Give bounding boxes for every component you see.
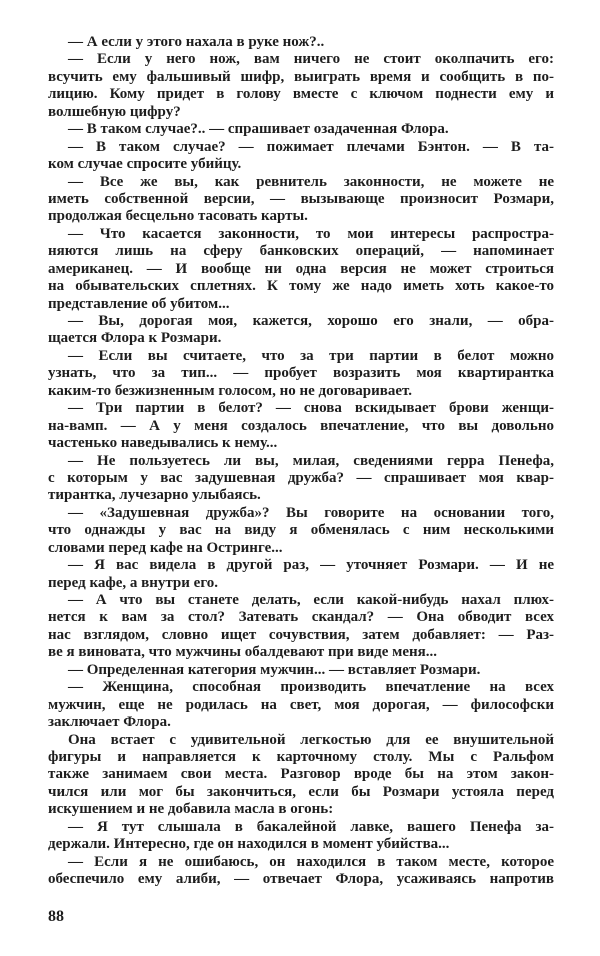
text-line: — Определенная категория мужчин... — вставляет Розмари. [68, 661, 481, 678]
text-line: — А что вы станете делать, если какой-нибудь нахал плюх- [68, 592, 554, 608]
text-line: с которым у вас задушевная дружба? — спрашивает моя квар- [48, 469, 554, 486]
text-line: заключает Флора. [48, 714, 171, 731]
text-line: — Если вы считаете, что за три партии в белот можно [68, 347, 554, 364]
text-line: на обывательских сплетнях. К тому же надо иметь хоть какое-то [48, 278, 554, 295]
text-line: американец. — И вообще ни одна версия не может строиться [48, 260, 554, 277]
text-line: перед кафе, а внутри его. [48, 574, 219, 591]
paragraph [48, 313, 554, 348]
paragraph [48, 400, 554, 452]
text-line: — Все же вы, как ревнитель законности, не можете не [68, 173, 554, 190]
paragraph [48, 121, 554, 138]
text-line: представление об убитом... [48, 295, 230, 312]
paragraph [48, 662, 554, 679]
text-line: — Вы, дорогая моя, кажется, хорошо его знали, — обра- [68, 313, 554, 329]
paragraph [48, 854, 554, 889]
text-line: что однажды у вас на виду я обменялась с ним несколькими [48, 522, 554, 539]
paragraph [48, 679, 554, 731]
text-line: — Женщина, способная производить впечатление на всех [68, 679, 554, 696]
text-line: всучить ему фальшивый шифр, выиграть время и сообщить в по- [48, 68, 554, 85]
text-line: чился или мог бы закончиться, если бы Розмари устояла перед [48, 783, 554, 800]
paragraph [48, 505, 554, 557]
text-line: фигуры и направляется к карточному столу. Мы с Ральфом [48, 748, 554, 765]
text-line: — В таком случае?.. — спрашивает озадаченная Флора. [68, 121, 449, 138]
text-line: волшебную цифру? [48, 103, 181, 120]
text-line: ве я виновата, что мужчины обалдевают при виде меня... [48, 644, 438, 661]
text-line: узнать, что за тип... — пробует возразить моя квартирантка [48, 365, 554, 382]
paragraph [48, 732, 554, 819]
text-line: иметь собственной версии, — вызывающе произносит Розмари, [48, 190, 554, 207]
text-line: продолжая бесцельно тасовать карты. [48, 208, 308, 225]
paragraph [48, 174, 554, 226]
text-line: каким-то безжизненным голосом, но не договаривает. [48, 382, 413, 399]
text-line: также занимаем свои места. Разговор вроде бы на этом закон- [48, 766, 554, 783]
text-line: — Три партии в белот? — снова вскидывает брови женщи- [68, 400, 554, 417]
text-line: нется к вам за стол? Затевать скандал? — Она обводит всех [48, 609, 554, 626]
text-line: — В таком случае? — пожимает плечами Бэнтон. — В та- [68, 138, 554, 155]
text-line: ком случае спросите убийцу. [48, 156, 242, 173]
text-line: на-вамп. — А у меня создалось впечатление, что вы довольно [48, 417, 554, 434]
text-line: искушением и не добавила масла в огонь: [48, 801, 334, 818]
paragraph [48, 34, 554, 51]
text-line: держали. Интересно, где он находился в момент убийства... [48, 836, 450, 853]
text-line: — Я тут слышала в бакалейной лавке, вашего Пенефа за- [68, 818, 554, 835]
text-line: тирантка, лучезарно улыбаясь. [48, 487, 261, 504]
text-line: — Если у него нож, вам ничего не стоит околпачить его: [68, 51, 554, 68]
paragraph [48, 453, 554, 505]
text-line: — Не пользуетесь ли вы, милая, сведениями герра Пенефа, [68, 452, 554, 469]
text-line: няются лишь на сферу банковских операций, — напоминает [48, 243, 554, 260]
paragraph [48, 557, 554, 592]
paragraph [48, 819, 554, 854]
text-line: частенько наведывались к нему... [48, 435, 278, 452]
paragraph [48, 139, 554, 174]
text-line: нас взглядом, словно ищет сочувствия, затем добавляет: — Раз- [48, 626, 554, 643]
text-line: — «Задушевная дружба»? Вы говорите на основании того, [68, 504, 554, 521]
text-line: словами перед кафе на Остринге... [48, 539, 283, 556]
text-line: — Что касается законности, то мои интересы распростра- [68, 225, 554, 242]
text-line: — Если я не ошибаюсь, он находился в таком месте, которое [68, 853, 554, 870]
paragraph [48, 51, 554, 121]
paragraph [48, 226, 554, 313]
paragraph [48, 592, 554, 662]
text-line: лицию. Кому придет в голову вместе с ключом поднести ему и [48, 86, 554, 103]
page-number: 88 [48, 908, 64, 925]
text-line: — А если у этого нахала в руке нож?.. [68, 34, 325, 50]
text-line: — Я вас видела в другой раз, — уточняет Розмари. — И не [68, 557, 554, 574]
paragraph [48, 348, 554, 400]
text-line: Она встает с удивительной легкостью для ее внушительной [68, 731, 554, 748]
text-line: мужчин, еще не родилась на свет, моя дорогая, — философски [48, 696, 554, 713]
text-line: щается Флора к Розмари. [48, 330, 222, 347]
text-line: обеспечило ему алиби, — отвечает Флора, усаживаясь напротив [48, 871, 554, 887]
page-body-text [48, 34, 554, 888]
